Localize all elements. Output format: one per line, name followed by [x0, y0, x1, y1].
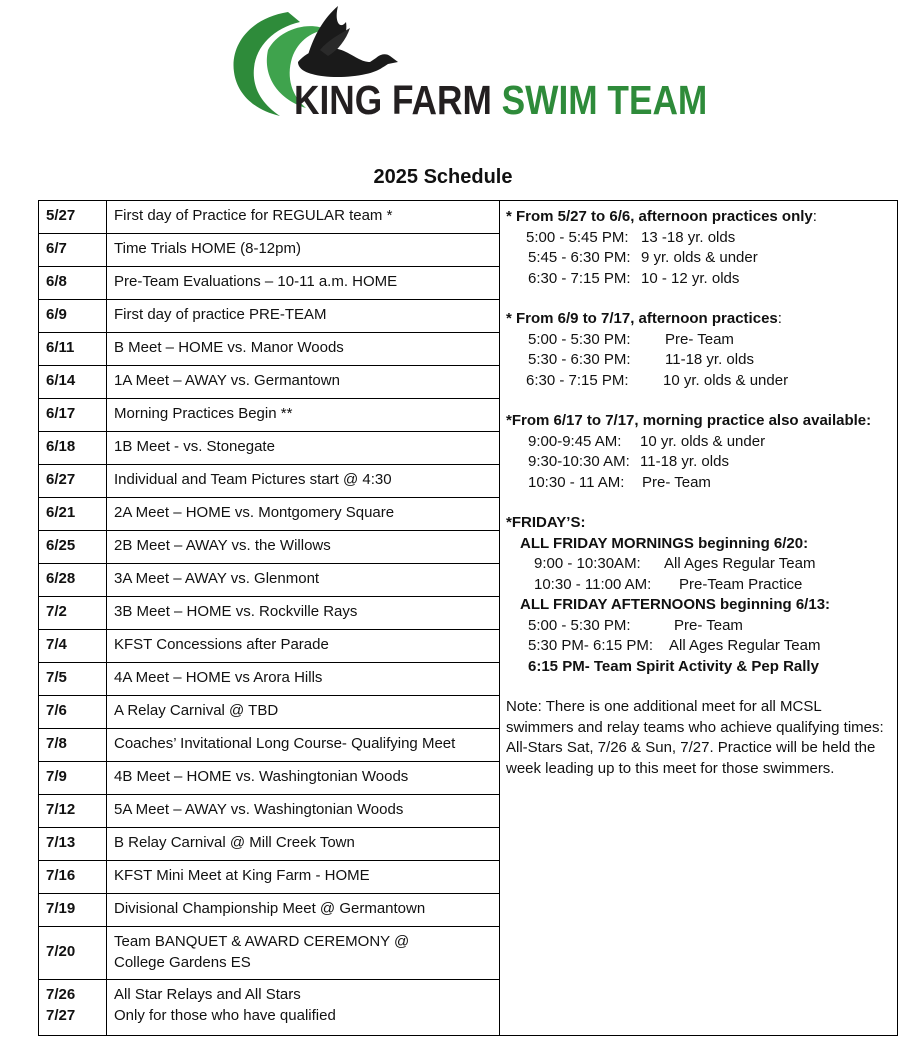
schedule-date: 6/28 [46, 570, 76, 587]
schedule-row [39, 333, 500, 366]
schedule-row [39, 300, 500, 333]
schedule-date: 6/7 [46, 240, 67, 257]
logo-text-king: KING FARM [294, 77, 492, 123]
practice-time-line: 6:30 - 7:15 PM: 10 - 12 yr. olds [528, 269, 740, 287]
schedule-event: B Relay Carnival @ Mill Creek Town [114, 834, 355, 851]
schedule-date: 7/26 [46, 986, 76, 1003]
schedule-event: First day of Practice for REGULAR team * [114, 207, 393, 224]
schedule-event: 3B Meet – HOME vs. Rockville Rays [114, 603, 358, 620]
schedule-row [39, 795, 500, 828]
practice-time-line: 9:30-10:30 AM: 11-18 yr. olds [528, 453, 729, 470]
schedule-date: 7/20 [46, 943, 76, 960]
schedule-row [39, 498, 500, 531]
schedule-row [39, 399, 500, 432]
schedule-row [39, 894, 500, 927]
section-subheading: ALL FRIDAY AFTERNOONS beginning 6/13: [520, 596, 831, 613]
schedule-row [39, 432, 500, 465]
schedule-event: Only for those who have qualified [114, 1007, 336, 1024]
schedule-event: Team BANQUET & AWARD CEREMONY @ [114, 933, 410, 950]
schedule-event: 1A Meet – AWAY vs. Germantown [114, 372, 340, 389]
schedule-row [39, 366, 500, 399]
schedule-row [39, 729, 500, 762]
section-heading: *From 6/17 to 7/17, morning practice also available: [506, 412, 872, 429]
schedule-date: 6/27 [46, 471, 76, 488]
schedule-date: 6/17 [46, 405, 76, 422]
schedule-date: 7/13 [46, 834, 76, 851]
schedule-event: Morning Practices Begin ** [114, 405, 293, 422]
practice-time-line: 5:00 - 5:30 PM: Pre- Team [528, 330, 734, 348]
schedule-date: 7/27 [46, 1007, 76, 1024]
schedule-row [39, 927, 500, 980]
schedule-date: 6/8 [46, 273, 67, 290]
schedule-date: 7/2 [46, 603, 67, 620]
schedule-row [39, 201, 500, 234]
schedule-date: 6/11 [46, 339, 75, 356]
schedule-event: All Star Relays and All Stars [114, 986, 301, 1003]
schedule-date: 7/6 [46, 702, 67, 719]
schedule-event: 1B Meet - vs. Stonegate [114, 438, 275, 455]
schedule-event: College Gardens ES [114, 954, 251, 971]
schedule-row [39, 630, 500, 663]
schedule-date: 7/19 [46, 900, 76, 917]
schedule-date: 7/9 [46, 768, 67, 785]
schedule-row [39, 234, 500, 267]
schedule-row [39, 597, 500, 630]
schedule-row [39, 980, 500, 1033]
schedule-event: 4B Meet – HOME vs. Washingtonian Woods [114, 768, 409, 785]
schedule-event: Pre-Team Evaluations – 10-11 a.m. HOME [114, 273, 398, 290]
schedule-row [39, 267, 500, 300]
schedule-row [39, 564, 500, 597]
schedule-event: Divisional Championship Meet @ Germantown [114, 900, 426, 917]
schedule-date: 5/27 [46, 207, 76, 224]
schedule-event: 2B Meet – AWAY vs. the Willows [114, 537, 331, 554]
spirit-activity-line: 6:15 PM- Team Spirit Activity & Pep Rally [528, 657, 819, 675]
practice-time-line: 5:30 - 6:30 PM: 11-18 yr. olds [528, 351, 754, 368]
practice-time-line: 5:00 - 5:30 PM: Pre- Team [528, 616, 743, 634]
practice-time-line: 6:30 - 7:15 PM: 10 yr. olds & under [526, 371, 789, 389]
section-subheading: ALL FRIDAY MORNINGS beginning 6/20: [520, 534, 809, 552]
schedule-date: 6/21 [46, 504, 76, 521]
schedule-row [39, 465, 500, 498]
schedule-date: 7/4 [46, 636, 67, 653]
schedule-row [39, 828, 500, 861]
schedule-date: 6/9 [46, 306, 67, 323]
schedule-date: 7/12 [46, 801, 76, 818]
practice-time-line: 5:30 PM- 6:15 PM: All Ages Regular Team [528, 637, 821, 654]
practice-time-line: 10:30 - 11:00 AM: Pre-Team Practice [534, 575, 803, 593]
schedule-event: B Meet – HOME vs. Manor Woods [114, 339, 344, 356]
schedule-date: 7/8 [46, 735, 67, 752]
section-heading: * From 6/9 to 7/17, afternoon practices: [506, 310, 782, 327]
all-stars-note: Note: There is one additional meet for all MCSL swimmers and relay teams who achieve qualifying times: All-Stars Sat, 7/26 & Sun, 7/27. Practice will be held the week leading up to this meet for those swimmers. [506, 698, 884, 777]
schedule-event: Individual and Team Pictures start @ 4:30 [114, 471, 392, 488]
schedule-event: KFST Mini Meet at King Farm - HOME [114, 867, 370, 884]
schedule-event: First day of practice PRE-TEAM [114, 306, 327, 323]
schedule-row [39, 696, 500, 729]
schedule-event: 4A Meet – HOME vs Arora Hills [114, 669, 323, 686]
schedule-date: 7/5 [46, 669, 67, 686]
practice-notes [506, 207, 891, 779]
logo-wordmark [294, 77, 708, 123]
section-heading: * From 5/27 to 6/6, afternoon practices only: [506, 208, 817, 225]
practice-time-line: 9:00-9:45 AM: 10 yr. olds & under [528, 432, 766, 450]
schedule-row [39, 861, 500, 894]
schedule-table [38, 200, 898, 1036]
schedule-event: A Relay Carnival @ TBD [114, 702, 279, 719]
team-logo [228, 0, 708, 135]
schedule-event: 5A Meet – AWAY vs. Washingtonian Woods [114, 801, 404, 818]
practice-time-line: 10:30 - 11 AM: Pre- Team [528, 473, 711, 491]
schedule-row [39, 762, 500, 795]
page-title: 2025 Schedule [373, 166, 513, 188]
logo-text-swim: SWIM TEAM [501, 77, 708, 123]
schedule-event: 2A Meet – HOME vs. Montgomery Square [114, 504, 395, 521]
schedule-date: 6/25 [46, 537, 76, 554]
schedule-row [39, 531, 500, 564]
section-heading: *FRIDAY’S: [506, 514, 586, 531]
schedule-event: Coaches’ Invitational Long Course- Qualifying Meet [114, 735, 456, 752]
schedule-date: 7/16 [46, 867, 76, 884]
practice-time-line: 5:45 - 6:30 PM: 9 yr. olds & under [528, 249, 758, 266]
schedule-date: 6/18 [46, 438, 76, 455]
column-divider [106, 201, 107, 1035]
practice-time-line: 9:00 - 10:30AM: All Ages Regular Team [534, 555, 816, 572]
schedule-event: Time Trials HOME (8-12pm) [114, 240, 301, 257]
schedule-date: 6/14 [46, 372, 76, 389]
schedule-row [39, 663, 500, 696]
schedule-event: KFST Concessions after Parade [114, 636, 329, 653]
practice-time-line: 5:00 - 5:45 PM: 13 -18 yr. olds [526, 228, 736, 246]
column-divider [499, 201, 500, 1035]
schedule-event: 3A Meet – AWAY vs. Glenmont [114, 570, 320, 587]
